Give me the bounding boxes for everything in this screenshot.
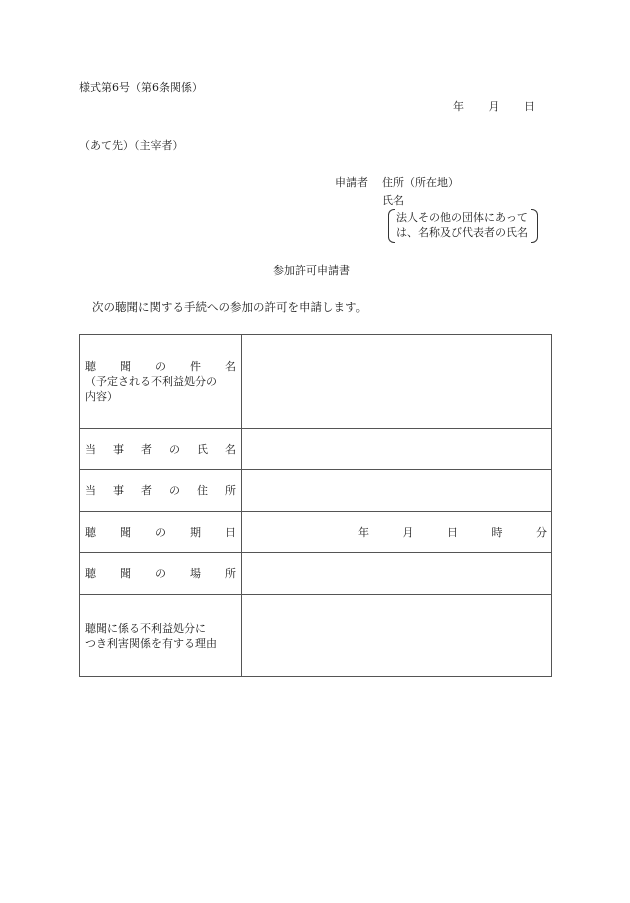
label-char: 場 — [190, 567, 201, 580]
label-char: 日 — [225, 525, 236, 539]
value-interest-reason[interactable] — [242, 595, 552, 677]
applicant-label: 申請者 — [335, 176, 368, 189]
table-row-hearing-date — [80, 512, 552, 553]
label-char: 所 — [225, 567, 236, 580]
label-char: の — [169, 442, 180, 456]
applicant-address-label: 住所（所在地） — [382, 176, 459, 189]
document-title: 参加許可申請書 — [273, 264, 350, 277]
label-char: の — [155, 360, 166, 373]
label-line: 内容） — [85, 390, 118, 403]
table-row-interest-reason — [80, 595, 552, 677]
date-year-label: 年 — [453, 100, 464, 113]
value-party-address[interactable] — [242, 470, 552, 512]
label-char: 聞 — [120, 525, 131, 539]
unit-year: 年 — [358, 526, 369, 539]
form-number: 様式第6号（第6条関係） — [79, 81, 203, 94]
date-day-label: 日 — [524, 100, 535, 113]
table-row-party-name — [80, 429, 552, 470]
label-char: 当 — [85, 484, 96, 497]
label-char: 事 — [113, 484, 124, 497]
corporate-note-bracket — [388, 209, 538, 243]
value-hearing-place[interactable] — [242, 553, 552, 595]
label-char: の — [155, 525, 166, 539]
label-char: 件 — [190, 360, 201, 373]
label-char: 期 — [190, 525, 201, 539]
label-char: 聴 — [85, 567, 96, 580]
table-row-party-address — [80, 470, 552, 512]
label-char: 聴 — [85, 360, 96, 373]
unit-day: 日 — [447, 526, 458, 539]
label-char: 当 — [85, 442, 96, 456]
unit-month: 月 — [402, 526, 414, 539]
label-char: 聞 — [120, 567, 131, 580]
table-row-hearing-subject — [80, 335, 552, 429]
table-row-hearing-place — [80, 553, 552, 595]
corporate-note-line2: は、名称及び代表者の氏名 — [396, 226, 528, 239]
addressee: （あて先）（主宰者） — [79, 139, 184, 152]
label-char: の — [169, 484, 180, 497]
application-table — [79, 334, 552, 677]
value-party-name[interactable] — [242, 429, 552, 470]
label-char: 名 — [225, 442, 236, 456]
label-line: （予定される不利益処分の — [85, 375, 217, 388]
label-interest-reason — [80, 595, 242, 677]
label-char: 者 — [141, 442, 152, 456]
corporate-note-line1: 法人その他の団体にあって — [396, 211, 528, 224]
label-char: 氏 — [197, 442, 208, 456]
unit-hour: 時 — [491, 526, 503, 539]
left-bracket — [388, 209, 395, 243]
label-char: 者 — [141, 484, 152, 497]
label-char: の — [155, 567, 166, 580]
label-hearing-place — [80, 553, 242, 595]
label-hearing-date — [80, 512, 242, 553]
value-hearing-subject[interactable] — [242, 335, 552, 429]
label-char: 所 — [225, 484, 236, 497]
label-char: 事 — [113, 442, 124, 456]
right-bracket — [531, 209, 538, 243]
label-party-address — [80, 470, 242, 512]
label-char: 聴 — [85, 525, 96, 539]
label-hearing-subject — [80, 335, 242, 429]
label-char: 名 — [225, 360, 236, 373]
label-char: 住 — [197, 484, 208, 497]
applicant-name-label: 氏名 — [382, 194, 404, 207]
label-char: 聞 — [120, 360, 131, 373]
header-date — [453, 100, 535, 114]
unit-minute: 分 — [536, 526, 547, 539]
intro-text: 次の聴聞に関する手続への参加の許可を申請します。 — [92, 300, 368, 314]
corporate-note — [396, 210, 528, 240]
date-month-label: 月 — [488, 100, 500, 113]
value-hearing-date[interactable] — [242, 512, 552, 553]
label-party-name — [80, 429, 242, 470]
label-line: つき利害関係を有する理由 — [85, 636, 217, 650]
label-line: 聴聞に係る不利益処分に — [85, 621, 206, 635]
